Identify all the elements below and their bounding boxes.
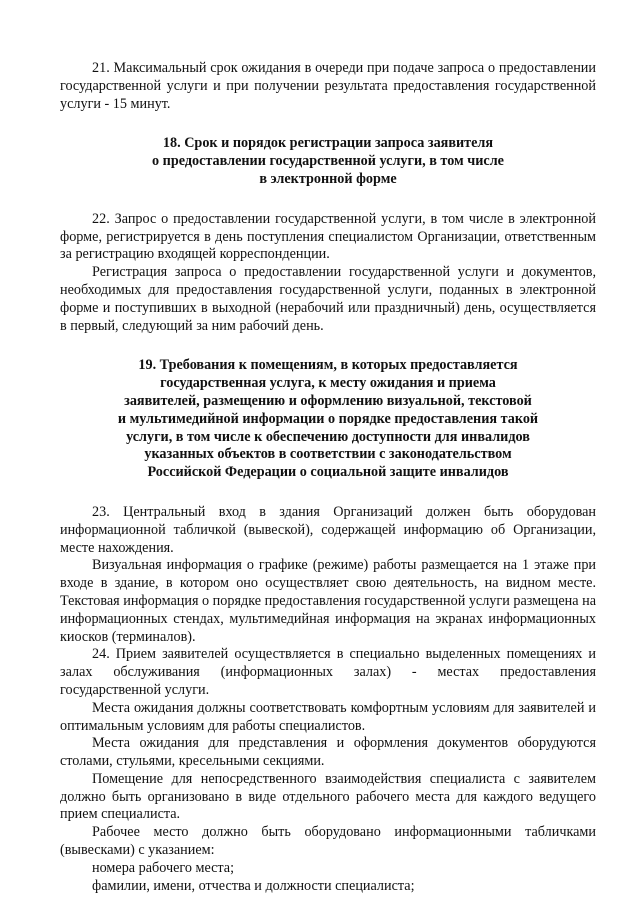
paragraph-24: 24. Прием заявителей осуществляется в специально выделенных помещениях и залах обслуживания (информационных залах) - местах предоставления государственной услуги. [60, 646, 596, 698]
document-page [60, 60, 596, 895]
paragraph-22-registration: Регистрация запроса о предоставлении государственной услуги и документов, необходимых для предоставления государственной услуги, поданных в электронной форме и поступивших в выходной (нерабочий или праздничный) день, осуществляется в первый, следующий за ним рабочий день. [60, 264, 596, 334]
list-item-specialist-name: фамилии, имени, отчества и должности специалиста; [92, 877, 415, 894]
paragraph-23: 23. Центральный вход в здания Организаций должен быть оборудован информационной табличкой (вывеской), содержащей информацию об Организации, месте нахождения. [60, 503, 596, 556]
paragraph-22: 22. Запрос о предоставлении государственной услуги, в том числе в электронной форме, регистрируется в день поступления специалистом Организации, ответственным за регистрацию входящей корреспонденции. [60, 210, 596, 263]
heading-19-line-6: указанных объектов в соответствии с законодательством [144, 446, 512, 463]
heading-18-line-3: в электронной форме [259, 170, 397, 187]
heading-19-line-7: Российской Федерации о социальной защите инвалидов [147, 464, 509, 481]
paragraph-24-signs: Рабочее место должно быть оборудовано информационными табличками (вывесками) с указанием: [60, 824, 596, 859]
heading-18-line-2: о предоставлении государственной услуги, в том числе [152, 153, 504, 170]
paragraph-21: 21. Максимальный срок ожидания в очереди при подаче запроса о предоставлении государственной услуги и при получении результата предоставления государственной услуги - 15 минут. [60, 60, 596, 112]
heading-19-line-2: государственная услуга, к месту ожидания и приема [160, 375, 496, 392]
section-heading-18 [60, 135, 596, 188]
heading-18-line-1: 18. Срок и порядок регистрации запроса заявителя [162, 135, 494, 152]
section-heading-19 [60, 357, 596, 482]
paragraph-24-furniture: Места ожидания для представления и оформления документов оборудуются столами, стульями, кресельными секциями. [60, 735, 596, 770]
paragraph-23-visual-info: Визуальная информация о графике (режиме) работы размещается на 1 этаже при входе в здание, в котором оно осуществляет свою деятельность, на видном месте. Текстовая информация о порядке предоставления государственной услуги размещена на информационных стендах, мультимедийная информация на экранах информационных киосков (терминалов). [60, 557, 596, 645]
heading-19-line-5: услуги, в том числе к обеспечению доступности для инвалидов [126, 428, 530, 445]
heading-19-line-4: и мультимедийной информации о порядке предоставления такой [117, 410, 539, 427]
paragraph-24-waiting-places: Места ожидания должны соответствовать комфортным условиям для заявителей и оптимальным условиям для работы специалистов. [60, 699, 596, 734]
paragraph-24-workplace: Помещение для непосредственного взаимодействия специалиста с заявителем должно быть организовано в виде отдельного рабочего места для каждого ведущего прием специалиста. [60, 770, 596, 823]
heading-19-line-3: заявителей, размещению и оформлению визуальной, текстовой [124, 392, 532, 409]
heading-19-line-1: 19. Требования к помещениям, в которых предоставляется [138, 357, 518, 374]
list-item-workplace-number: номера рабочего места; [92, 859, 235, 876]
